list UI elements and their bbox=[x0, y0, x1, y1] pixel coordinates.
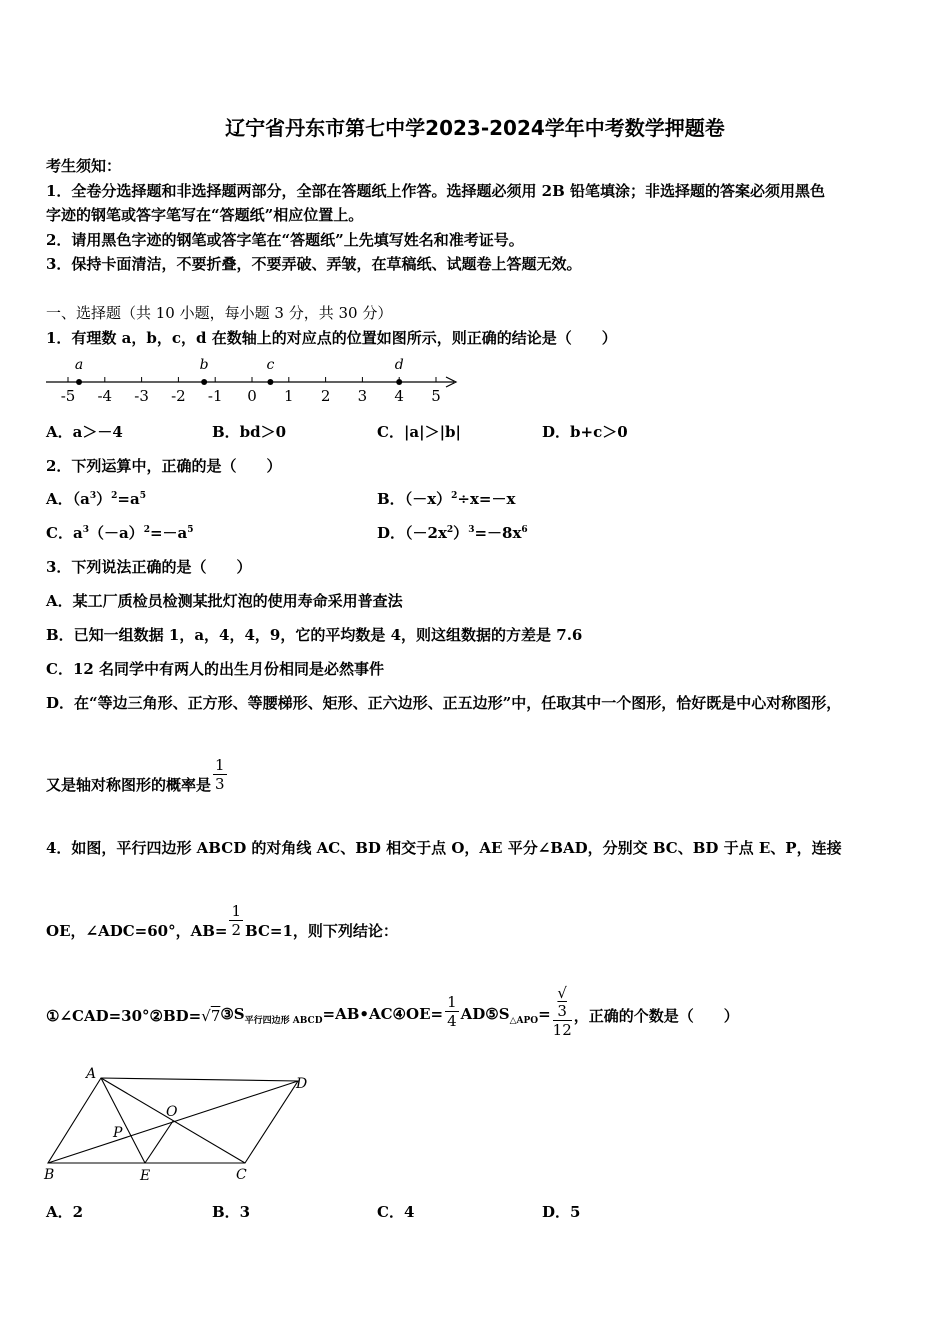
tick-label: 3 bbox=[357, 387, 368, 405]
notice-line-2: 2．请用黑色字迹的钢笔或答字笔在“答题纸”上先填写姓名和准考证号。 bbox=[46, 231, 524, 249]
q1-option-c: C．|a|＞|b| bbox=[377, 423, 461, 441]
fraction-one-third: $\frac{1}{3}$ bbox=[215, 756, 225, 793]
q2-option-b: B．$(-x)^2\div x=-x$ bbox=[377, 490, 516, 508]
notice-heading: 考生须知： bbox=[46, 157, 122, 175]
q1-option-a: A．a＞－4 bbox=[46, 423, 123, 441]
q1-stem: 1．有理数 a，b，c，d 在数轴上的对应点的位置如图所示，则正确的结论是（ ） bbox=[46, 329, 617, 347]
number-line bbox=[40, 352, 470, 408]
point-d bbox=[396, 379, 402, 385]
tick-label: 4 bbox=[394, 387, 404, 405]
q3-option-d-line1: D．在“等边三角形、正方形、等腰梯形、矩形、正六边形、正五边形”中，任取其中一个图形，恰好既是中心对称图形， bbox=[46, 694, 842, 712]
notice-line-3: 3．保持卡面清洁，不要折叠，不要弄破、弄皱，在草稿纸、试题卷上答题无效。 bbox=[46, 255, 582, 273]
q3-stem: 3．下列说法正确的是（ ） bbox=[46, 558, 252, 576]
page-title: 辽宁省丹东市第七中学2023-2024学年中考数学押题卷 bbox=[225, 116, 725, 140]
point-label-d: d bbox=[394, 357, 404, 373]
point-label-b: b bbox=[199, 357, 209, 373]
tick-label: -4 bbox=[97, 387, 113, 405]
notice-line-1a: 1．全卷分选择题和非选择题两部分，全部在答题纸上作答。选择题必须用 2B 铅笔填涂；非选择题的答案必须用黑色 bbox=[46, 182, 826, 200]
label-o: O bbox=[166, 1104, 178, 1120]
fraction-one-half: $\frac{1}{2}$ bbox=[231, 902, 242, 939]
point-b bbox=[201, 379, 207, 385]
point-label-a: a bbox=[74, 357, 84, 373]
q4-option-d: D．5 bbox=[542, 1203, 581, 1221]
q4-statements: $①\angle CAD=30^\circ ②BD=√7③S_{平行四边形 ABCD}=AB•AC④OE=$ $\frac{1}{4}$ $AD⑤S_{\triangle APO}=$ √ 3 12 ，正确的个数是（ ） bbox=[46, 984, 739, 1039]
q3-option-d-line2: 又是轴对称图形的概率是 $\frac{1}{3}$ bbox=[46, 756, 225, 794]
label-b: B bbox=[44, 1167, 55, 1183]
tick-label: 2 bbox=[320, 387, 331, 405]
q4-option-b: B．3 bbox=[212, 1203, 251, 1221]
q2-option-a: A．$(a^3)^2=a^5$ bbox=[46, 490, 146, 508]
q3-option-a: A．某工厂质检员检测某批灯泡的使用寿命采用普查法 bbox=[46, 592, 403, 610]
label-e: E bbox=[140, 1168, 151, 1184]
q2-option-d: D．$(-2x^2)^3=-8x^6$ bbox=[377, 524, 528, 542]
tick-label: -1 bbox=[207, 387, 223, 405]
q4-option-c: C．4 bbox=[377, 1203, 415, 1221]
parallelogram-figure bbox=[40, 1064, 320, 1186]
q2-option-c: C．$a^3(-a)^2=-a^5$ bbox=[46, 524, 194, 542]
q4-stem-line2: OE，∠ADC=60°，AB= $\frac{1}{2}$ BC=1，则下列结论： bbox=[46, 902, 398, 940]
q1-option-d: D．b+c＞0 bbox=[542, 423, 628, 441]
section-heading: 一、选择题（共 10 小题，每小题 3 分，共 30 分） bbox=[46, 304, 393, 322]
tick-label: -3 bbox=[134, 387, 149, 405]
sqrt-7: √7 bbox=[201, 1006, 221, 1025]
tick-label: -2 bbox=[171, 387, 186, 405]
q2-stem: 2．下列运算中，正确的是（ ） bbox=[46, 457, 282, 475]
label-a: A bbox=[86, 1066, 97, 1082]
segment-oe bbox=[145, 1121, 173, 1163]
tick-label: -5 bbox=[60, 387, 76, 405]
q1-option-b: B．bd＞0 bbox=[212, 423, 287, 441]
fraction-sqrt3-over-12: √ 3 12 bbox=[552, 984, 572, 1039]
point-c bbox=[267, 379, 273, 385]
q3-option-b: B．已知一组数据 1，a，4，4，9，它的平均数是 4，则这组数据的方差是 7.6 bbox=[46, 626, 583, 644]
point-a bbox=[76, 379, 82, 385]
q3-option-c: C．12 名同学中有两人的出生月份相同是必然事件 bbox=[46, 660, 385, 678]
label-p: P bbox=[113, 1125, 123, 1141]
notice-line-1b: 字迹的钢笔或答字笔写在“答题纸”相应位置上。 bbox=[46, 206, 364, 224]
point-label-c: c bbox=[266, 357, 275, 373]
fraction-one-quarter: $\frac{1}{4}$ bbox=[447, 993, 457, 1030]
tick-label: 1 bbox=[284, 387, 294, 405]
tick-label: 5 bbox=[431, 387, 441, 405]
tick-label: 0 bbox=[247, 387, 257, 405]
diagonal-bd bbox=[48, 1081, 298, 1163]
q4-option-a: A．2 bbox=[46, 1203, 84, 1221]
label-d: D bbox=[296, 1076, 308, 1092]
label-c: C bbox=[236, 1167, 247, 1183]
q4-stem-line1: 4．如图，平行四边形 ABCD 的对角线 AC、BD 相交于点 O，AE 平分∠BAD，分别交 BC、BD 于点 E、P，连接 bbox=[46, 839, 842, 857]
